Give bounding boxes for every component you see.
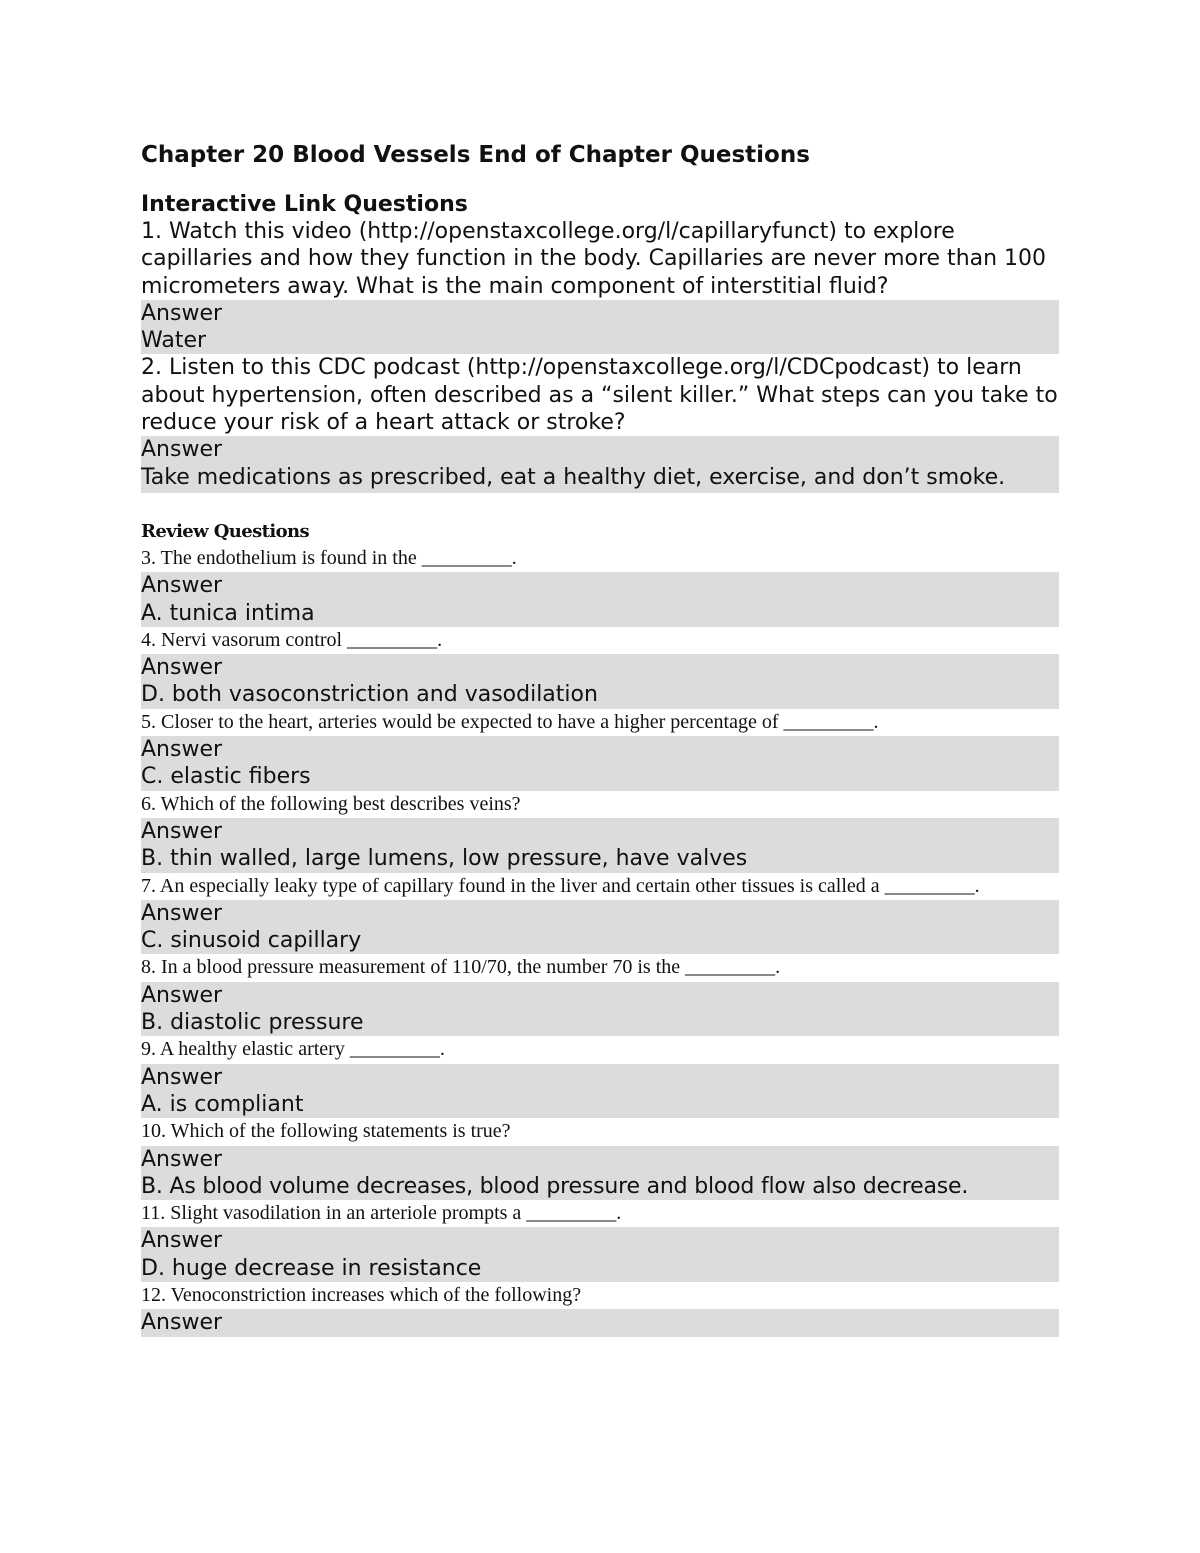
answer-text: A. tunica intima xyxy=(141,600,315,626)
answer-block-3 xyxy=(141,572,1059,627)
answer-text: A. is compliant xyxy=(141,1091,304,1117)
answer-text: D. huge decrease in resistance xyxy=(141,1255,482,1281)
answer-label: Answer xyxy=(141,900,223,926)
answer-label: Answer xyxy=(141,737,223,763)
answer-block-12 xyxy=(141,1309,1059,1336)
answer-block-6 xyxy=(141,818,1059,873)
answer-label: Answer xyxy=(141,1310,223,1336)
answer-text: B. thin walled, large lumens, low pressure, have valves xyxy=(141,846,748,872)
answer-text: D. both vasoconstriction and vasodilation xyxy=(141,682,598,708)
review-section-title: Review Questions xyxy=(141,520,310,542)
answer-block-1 xyxy=(141,300,1059,355)
question-3: 3. The endothelium is found in the _________. xyxy=(141,546,517,569)
question-7: 7. An especially leaky type of capillary found in the liver and certain other tissues is called a _________. xyxy=(141,874,980,897)
answer-text: C. elastic fibers xyxy=(141,764,311,790)
answer-label: Answer xyxy=(141,1146,223,1172)
answer-label: Answer xyxy=(141,300,223,326)
answer-text: Take medications as prescribed, eat a healthy diet, exercise, and don’t smoke. xyxy=(141,464,1006,490)
question-5: 5. Closer to the heart, arteries would be expected to have a higher percentage of _________. xyxy=(141,710,879,733)
question-4: 4. Nervi vasorum control _________. xyxy=(141,628,443,651)
answer-label: Answer xyxy=(141,655,223,681)
question-11: 11. Slight vasodilation in an arteriole prompts a _________. xyxy=(141,1202,622,1225)
answer-text: C. sinusoid capillary xyxy=(141,928,362,954)
answer-block-11 xyxy=(141,1227,1059,1282)
answer-block-4 xyxy=(141,654,1059,709)
answer-block-8 xyxy=(141,982,1059,1037)
answer-label: Answer xyxy=(141,1064,223,1090)
document-page xyxy=(141,138,1059,1337)
question-9: 9. A healthy elastic artery _________. xyxy=(141,1038,445,1061)
answer-text: B. As blood volume decreases, blood pressure and blood flow also decrease. xyxy=(141,1173,969,1199)
answer-block-10 xyxy=(141,1146,1059,1201)
answer-text: B. diastolic pressure xyxy=(141,1010,364,1036)
answer-label: Answer xyxy=(141,1228,223,1254)
interactive-section-title: Interactive Link Questions xyxy=(141,192,468,217)
question-6: 6. Which of the following best describes veins? xyxy=(141,792,521,815)
answer-block-9 xyxy=(141,1064,1059,1119)
question-10: 10. Which of the following statements is true? xyxy=(141,1120,511,1143)
answer-label: Answer xyxy=(141,573,223,599)
answer-text: Water xyxy=(141,328,207,354)
question-2: 2. Listen to this CDC podcast (http://openstaxcollege.org/l/CDCpodcast) to learn about hypertension, often described as a “silent killer.” What steps can you take to reduce your risk of a heart attack or stroke? xyxy=(141,355,1058,436)
question-12: 12. Venoconstriction increases which of the following? xyxy=(141,1283,582,1306)
chapter-title: Chapter 20 Blood Vessels End of Chapter Questions xyxy=(141,142,810,168)
question-8: 8. In a blood pressure measurement of 110/70, the number 70 is the _________. xyxy=(141,956,781,979)
question-1: 1. Watch this video (http://openstaxcollege.org/l/capillaryfunct) to explore capillaries and how they function in the body. Capillaries are never more than 100 micrometers away. What is the main component of interstitial fluid? xyxy=(141,219,1047,299)
answer-label: Answer xyxy=(141,818,223,844)
answer-label: Answer xyxy=(141,982,223,1008)
answer-label: Answer xyxy=(141,437,223,463)
answer-block-2 xyxy=(141,436,1059,493)
answer-block-7 xyxy=(141,900,1059,955)
answer-block-5 xyxy=(141,736,1059,791)
